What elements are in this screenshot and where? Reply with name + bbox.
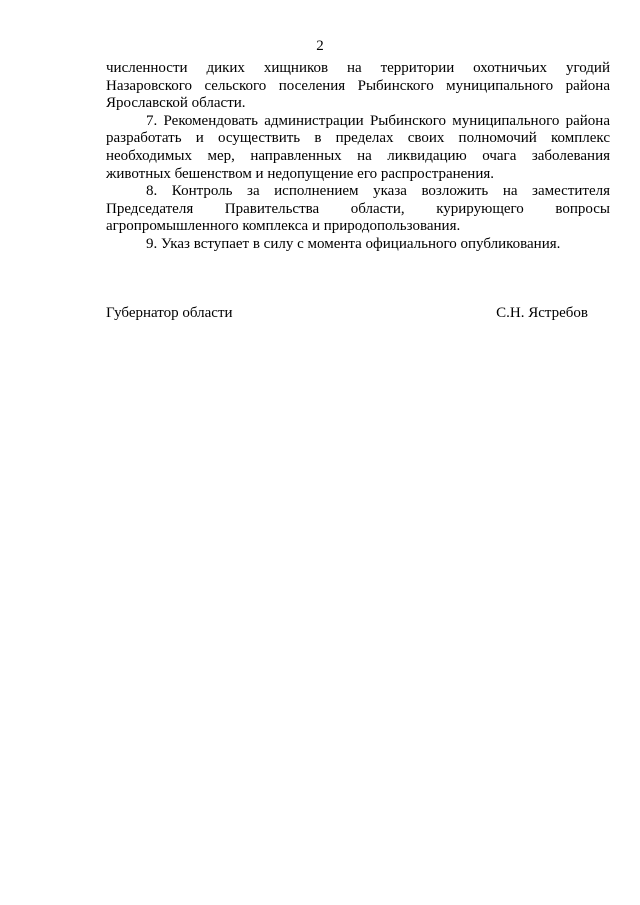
page-number: 2	[316, 38, 324, 54]
paragraph-7-line: 7. Рекомендовать администрации Рыбинского муниципального района	[146, 112, 610, 129]
text-line: Назаровского сельского поселения Рыбинского муниципального района	[106, 77, 610, 94]
signature-block	[106, 304, 588, 322]
text-line: численности диких хищников на территории охотничьих угодий	[106, 60, 610, 76]
paragraph-8-line: 8. Контроль за исполнением указа возложить на заместителя	[146, 183, 610, 200]
text-line: агропромышленного комплекса и природопользования.	[106, 218, 461, 235]
text-line: необходимых мер, направленных на ликвидацию очага заболевания	[106, 147, 610, 164]
signatory-name: С.Н. Ястребов	[496, 305, 588, 321]
text-line: животных бешенством и недопущение его распространения.	[106, 165, 495, 182]
paragraph-9-line: 9. Указ вступает в силу с момента официального опубликования.	[146, 235, 561, 252]
text-line: разработать и осуществить в пределах своих полномочий комплекс	[106, 130, 610, 147]
document-body	[106, 60, 610, 254]
text-line: Ярославской области.	[106, 95, 246, 112]
signatory-position: Губернатор области	[106, 305, 233, 321]
text-line: Председателя Правительства области, курирующего вопросы	[106, 200, 610, 217]
